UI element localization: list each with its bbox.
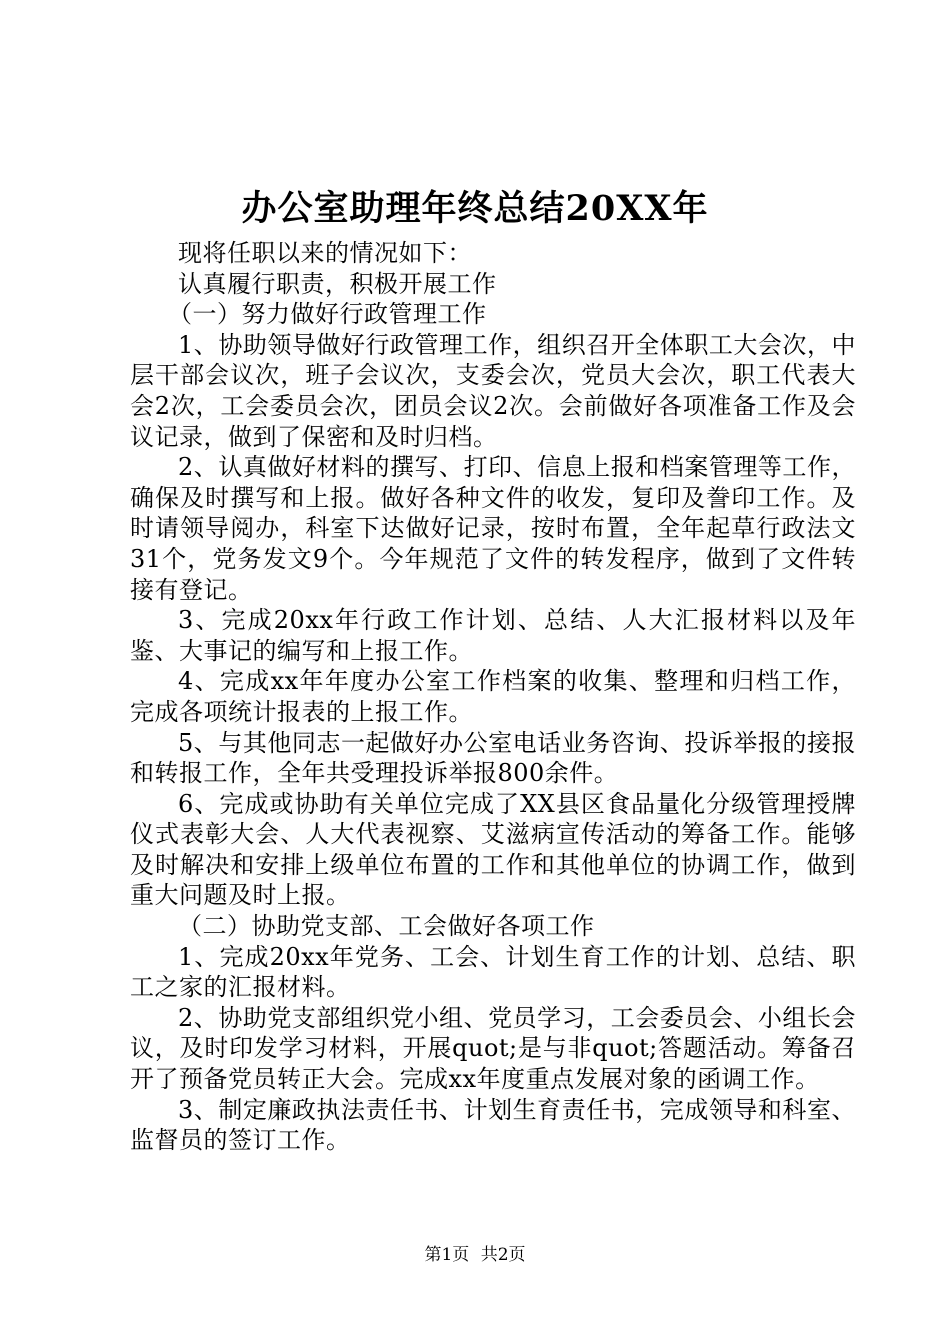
section-heading-admin: （一）努力做好行政管理工作 [168, 300, 487, 329]
page-number: 第1页 [424, 1245, 470, 1265]
paragraph-party-1: 1、完成20xx年党务、工会、计划生育工作的计划、总结、职工之家的汇报材料。 [130, 942, 856, 1002]
page-total: 共2页 [480, 1245, 526, 1265]
paragraph-party-2: 2、协助党支部组织党小组、党员学习，工会委员会、小组长会议，及时印发学习材料，开展quot;是与非quot;答题活动。筹备召开了预备党员转正大会。完成xx年度重点发展对象的函调工作。 [130, 1003, 856, 1094]
paragraph-heading-main: 认真履行职责，积极开展工作 [178, 269, 497, 298]
paragraph-admin-6: 6、完成或协助有关单位完成了XX县区食品量化分级管理授牌仪式表彰大会、人大代表视察、艾滋病宣传活动的筹备工作。能够及时解决和安排上级单位布置的工作和其他单位的协调工作，做到重大问题及时上报。 [130, 789, 856, 910]
document-body [130, 238, 856, 1156]
paragraph-admin-1: 1、协助领导做好行政管理工作，组织召开全体职工大会次，中层干部会议次，班子会议次，支委会次，党员大会次，职工代表大会2次，工会委员会次，团员会议2次。会前做好各项准备工作及会议记录，做到了保密和及时归档。 [130, 330, 856, 451]
document-title: 办公室助理年终总结20XX年 [241, 188, 709, 229]
section-heading-party: （二）协助党支部、工会做好各项工作 [178, 912, 595, 941]
paragraph-admin-2: 2、认真做好材料的撰写、打印、信息上报和档案管理等工作，确保及时撰写和上报。做好各种文件的收发，复印及誊印工作。及时请领导阅办，科室下达做好记录，按时布置，全年起草行政法文31个，党务发文9个。今年规范了文件的转发程序，做到了文件转接有登记。 [130, 453, 856, 604]
paragraph-party-3: 3、制定廉政执法责任书、计划生育责任书，完成领导和科室、监督员的签订工作。 [130, 1095, 856, 1155]
paragraph-admin-3: 3、完成20xx年行政工作计划、总结、人大汇报材料以及年鉴、大事记的编写和上报工作。 [130, 606, 856, 665]
page-footer [0, 1243, 950, 1267]
paragraph-admin-4: 4、完成xx年年度办公室工作档案的收集、整理和归档工作，完成各项统计报表的上报工作。 [130, 667, 856, 726]
paragraph-admin-5: 5、与其他同志一起做好办公室电话业务咨询、投诉举报的接报和转报工作，全年共受理投诉举报800余件。 [130, 728, 856, 788]
paragraph-intro: 现将任职以来的情况如下： [178, 239, 472, 267]
